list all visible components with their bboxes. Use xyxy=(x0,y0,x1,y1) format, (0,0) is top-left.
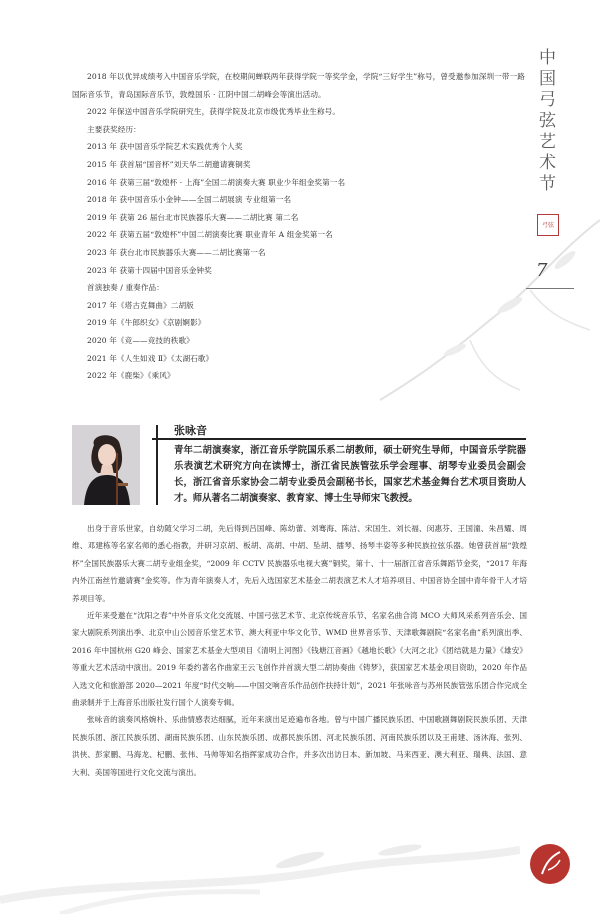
career-summary xyxy=(72,68,527,385)
bio-paragraph-style: 张咏音的演奏风格婉朴、乐曲情感表达细腻，近年来演出足迹遍布各地。曾与中国广播民族乐团、中国歌剧舞剧院民族乐团、天津民族乐团、浙江民族乐团、湖南民族乐团、山东民族乐团、成都民族乐团、河北民族乐团、河南民族乐团以及王甫建、汤沐海、张列、洪侠、彭家鹏、马海龙、杞鹏、张伟、马帅等知名指挥家成功合作，并多次出访日本、新加坡、马来西亚、澳大利亚、瑞典、法国、意大利、美国等国进行文化交流与演出。 xyxy=(72,715,527,777)
award-item: 2023 年 获第十四届中国音乐金钟奖 xyxy=(87,265,212,275)
paragraph-graduate: 2022 年保送中国音乐学院研究生，获得学院及北京市级优秀毕业生称号。 xyxy=(87,107,341,117)
festival-title-vertical xyxy=(533,48,563,195)
award-item: 2018 年 获中国音乐小金钟——全国二胡展演 专业组第一名 xyxy=(87,195,292,205)
premiere-item: 2022 年《鹿柴》《乘风》 xyxy=(87,371,175,381)
premiere-item: 2017 年《塔古克舞曲》二胡版 xyxy=(87,300,194,310)
premiere-item: 2019 年《牛郎织女》《京剧婀影》 xyxy=(87,318,206,328)
page-number-rule xyxy=(526,288,574,289)
biography-body xyxy=(72,520,527,781)
title-char: 国 xyxy=(539,69,557,89)
portrait-figure-icon xyxy=(72,425,140,505)
awards-list xyxy=(72,138,527,279)
award-item: 2022 年 获第五届“敦煌杯”中国二胡演奏比赛 职业青年 A 组金奖第一名 xyxy=(87,230,333,240)
title-char: 弦 xyxy=(539,111,557,131)
profile-horizontal-rule xyxy=(152,438,526,440)
award-item: 2013 年 获中国音乐学院艺术实践优秀个人奖 xyxy=(87,142,243,152)
ink-bamboo-decoration xyxy=(0,820,520,914)
premiere-item: 2021 年《人生如戏 Ⅱ》《太湖石歌》 xyxy=(87,353,214,363)
title-char: 弓 xyxy=(539,90,557,110)
performer-portrait xyxy=(72,425,140,505)
red-seal-stamp: 弓弦 xyxy=(537,214,559,236)
profile-vertical-rule xyxy=(156,425,158,505)
performer-name: 张咏音 xyxy=(174,424,207,437)
title-char: 节 xyxy=(539,174,557,194)
premieres-heading: 首演独奏 / 重奏作品： xyxy=(87,283,164,293)
award-item: 2019 年 获第 26 届台北市民族器乐大赛——二胡比赛 第二名 xyxy=(87,212,299,222)
premiere-item: 2020 年《竞——竞技的秩歌》 xyxy=(87,335,194,345)
page-number: 7 xyxy=(536,260,548,281)
award-item: 2023 年 获台北市民族器乐大赛——二胡比赛第一名 xyxy=(87,247,266,257)
award-item: 2016 年 获第三届“敦煌杯 · 上海”全国二胡演奏大赛 职业少年组金奖第一名 xyxy=(87,177,346,187)
awards-heading: 主要获奖经历： xyxy=(87,124,141,134)
award-item: 2015 年 获首届“国音杯”刘天华二胡邀请赛铜奖 xyxy=(87,159,251,169)
premieres-list xyxy=(72,297,527,385)
paragraph-admission: 2018 年以优异成绩考入中国音乐学院，在校期间蝉联两年获得学院一等奖学金，学院“三好学生”称号，曾受邀参加深圳一带一路国际音乐节，青岛国际音乐节，敦煌国乐 · 江阴中国二胡峰会等演出活动。 xyxy=(72,72,525,99)
title-char: 艺 xyxy=(539,132,557,152)
bio-paragraph-background: 出身于音乐世家，自幼随父学习二胡，先后得到吕国峰、陈幼蕾、刘骞海、陈洁、宋国生、刘长福、闵惠芬、王国潼、朱昌耀、周维、邓建栋等名家名师的悉心指教，并研习京胡、板胡、高胡、中胡、坠胡、擂琴、扬琴丰姿等多种民族拉弦乐器。她曾获首届“敦煌杯”全国民族器乐大赛二胡专业组金奖，“2009 年 CCTV 民族器乐电视大赛”铜奖，第十、十一届浙江省音乐舞蹈节金奖，“2017 年海内外江南丝竹邀请赛”金奖等。作为青年演奏人才，先后入选国家艺术基金二胡表演艺术人才培养项目、中国音协全国中青年骨干人才培养项目等。 xyxy=(72,524,527,603)
red-ink-emblem-icon xyxy=(526,840,574,888)
performer-bio: 青年二胡演奏家，浙江音乐学院国乐系二胡教师，硕士研究生导师，中国音乐学院器乐表演艺术研究方向在读博士，浙江省民族管弦乐学会理事、胡琴专业委员会副会长，浙江省音乐家协会二胡专业委员会副秘书长，国家艺术基金舞台艺术项目资助人才。师从著名二胡演奏家、教育家、博士生导师宋飞教授。 xyxy=(174,445,526,504)
bio-paragraph-performances: 近年来受邀在“沈阳之春”中外音乐文化交流展、中国弓弦艺术节、北京传统音乐节、名家名曲合湾 MCO 大师风采系列音乐会、国家大剧院系列演出季、北京中山公园音乐堂艺术节、澳大利亚中华文化节、WMD 世界音乐节、天津歌舞剧院“名家名曲”系列演出季、2016 年中国杭州 G20 峰会、国家艺术基金大型项目《清明上河图》《钱塘江音画》《越地长歌》《大河之北》《团结就是力量》《雄安》等重大艺术活动中演出。2019 年委约著名作曲家王云飞创作并首演大型二胡协奏曲《铸梦》，获国家艺术基金项目资助，2020 年作品入选文化和旅游部 2020—2021 年度“时代交响——中国交响音乐作品创作扶持计划”，2021 年张咏音与苏州民族管弦乐团合作完成全曲录制并于上海音乐出版社发行国个人演奏专辑。 xyxy=(72,611,527,708)
title-char: 术 xyxy=(539,153,557,173)
title-char: 中 xyxy=(539,48,557,68)
